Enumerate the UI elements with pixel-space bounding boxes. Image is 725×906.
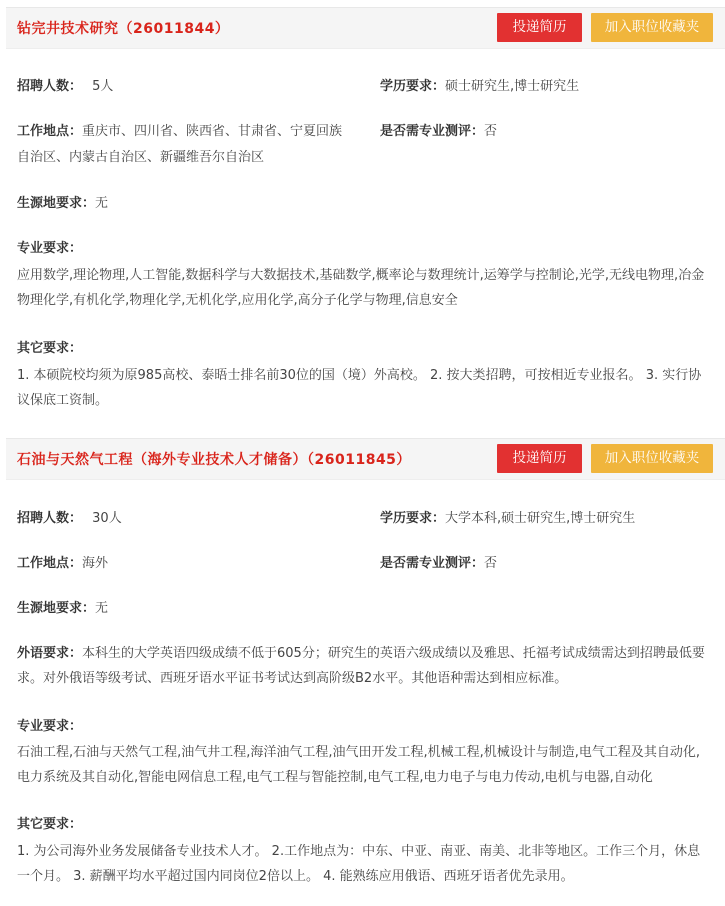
location-label: 工作地点： (17, 556, 83, 571)
origin-row (17, 191, 108, 216)
job-listing-2 (0, 430, 725, 906)
origin-value: 无 (95, 601, 109, 616)
location-row-continued (17, 145, 264, 170)
location-value-line2: 自治区、内蒙古自治区、新疆维吾尔自治区 (17, 150, 265, 165)
headcount-row (17, 506, 122, 531)
education-value: 大学本科,硕士研究生,博士研究生 (445, 511, 636, 526)
language-row (17, 641, 707, 691)
job-listing-1 (0, 0, 725, 430)
origin-label: 生源地要求： (17, 601, 96, 616)
education-label: 学历要求： (380, 79, 446, 94)
add-to-favorites-button[interactable]: 加入职位收藏夹 (591, 444, 713, 473)
assessment-label: 是否需专业测评： (380, 556, 485, 571)
headcount-value: 30人 (92, 511, 122, 526)
assessment-value: 否 (484, 556, 498, 571)
other-label: 其它要求： (17, 341, 83, 356)
major-value: 石油工程,石油与天然气工程,油气井工程,海洋油气工程,油气田开发工程,机械工程,机械设计与制造,电气工程及其自动化,电力系统及其自动化,智能电网信息工程,电气工程与智能控制,电气工程,电力电子与电力传动,电机与电器,自动化 (17, 745, 701, 785)
apply-button[interactable]: 投递简历 (497, 444, 582, 473)
education-value: 硕士研究生,博士研究生 (445, 79, 580, 94)
origin-label: 生源地要求： (17, 196, 96, 211)
job-title[interactable]: 钻完井技术研究（26011844） (17, 21, 230, 37)
origin-row (17, 596, 108, 621)
headcount-label: 招聘人数： (17, 79, 83, 94)
headcount-row (17, 74, 113, 99)
assessment-label: 是否需专业测评： (380, 124, 485, 139)
location-row (17, 119, 342, 144)
headcount-value: 5人 (92, 79, 114, 94)
education-row (380, 74, 579, 99)
other-label: 其它要求： (17, 817, 83, 832)
job-title[interactable]: 石油与天然气工程（海外专业技术人才储备）（26011845） (17, 452, 411, 468)
assessment-value: 否 (484, 124, 498, 139)
location-label: 工作地点： (17, 124, 83, 139)
add-to-favorites-button[interactable]: 加入职位收藏夹 (591, 13, 713, 42)
other-value: 1. 本硕院校均须为原985高校、泰晤士排名前30位的国（境）外高校。 2. 按大类招聘，可按相近专业报名。 3. 实行协议保底工资制。 (17, 368, 702, 408)
location-row (17, 551, 108, 576)
job-header (6, 438, 725, 480)
apply-button[interactable]: 投递简历 (497, 13, 582, 42)
assessment-row (380, 119, 497, 144)
education-label: 学历要求： (380, 511, 446, 526)
education-row (380, 506, 635, 531)
other-value: 1. 为公司海外业务发展储备专业技术人才。 2.工作地点为：中东、中亚、南亚、南美、北非等地区。工作三个月，休息一个月。 3. 薪酬平均水平超过国内同岗位2倍以上。 4. 能熟练应用俄语、西班牙语者优先录用。 (17, 844, 701, 884)
origin-value: 无 (95, 196, 109, 211)
assessment-row (380, 551, 497, 576)
major-value: 应用数学,理论物理,人工智能,数据科学与大数据技术,基础数学,概率论与数理统计,运筹学与控制论,光学,无线电物理,冶金物理化学,有机化学,物理化学,无机化学,应用化学,高分子化学与物理,信息安全 (17, 268, 705, 308)
headcount-label: 招聘人数： (17, 511, 83, 526)
major-label: 专业要求： (17, 241, 83, 256)
location-value-line1: 重庆市、四川省、陕西省、甘肃省、宁夏回族 (82, 124, 343, 139)
job-header (6, 7, 725, 49)
language-label: 外语要求： (17, 646, 83, 661)
location-value: 海外 (82, 556, 109, 571)
major-label: 专业要求： (17, 719, 83, 734)
language-value: 本科生的大学英语四级成绩不低于605分；研究生的英语六级成绩以及雅思、托福考试成绩需达到招聘最低要求。对外俄语等级考试、西班牙语水平证书考试达到高阶级B2水平。其他语种需达到相应标准。 (17, 646, 705, 686)
